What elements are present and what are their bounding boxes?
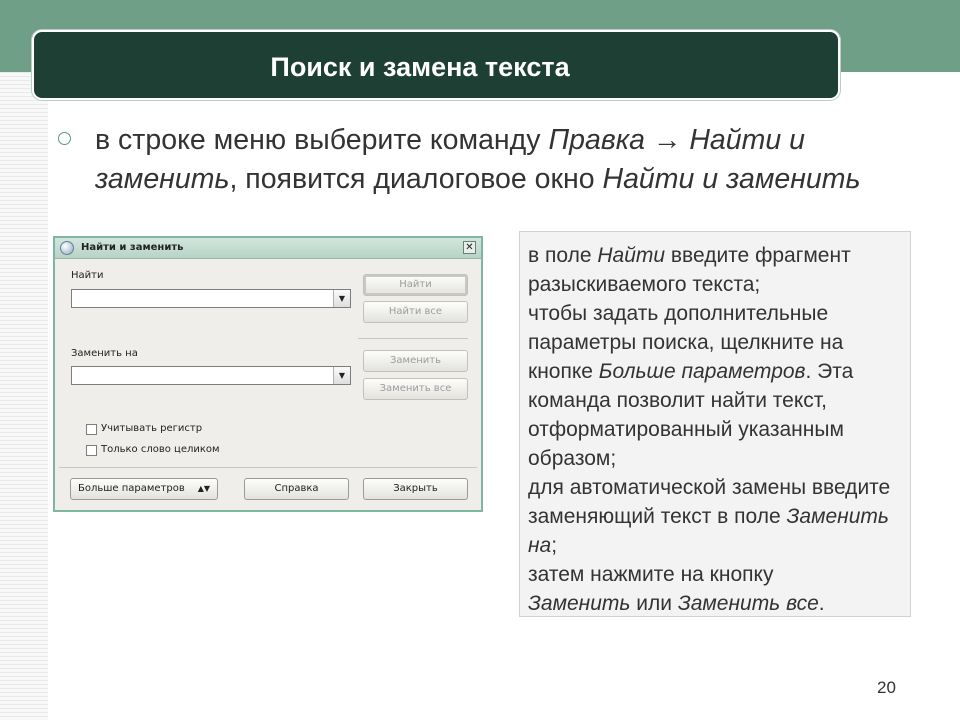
close-icon[interactable]: ✕ (463, 241, 476, 254)
app-icon (60, 241, 74, 255)
dialog-titlebar (55, 238, 481, 259)
bullet-dialog-name: Найти и заменить (602, 163, 861, 195)
dialog-title: Найти и заменить (81, 242, 184, 253)
info-text-part: . Эта команда позволит найти текст, отформатированный указанным образом; (528, 360, 854, 470)
match-case-label: Учитывать регистр (101, 423, 203, 434)
find-label: Найти (71, 270, 104, 281)
divider (358, 338, 468, 339)
replace-button[interactable]: Заменить (363, 350, 468, 372)
info-text-part: в поле (528, 244, 598, 267)
find-replace-dialog (53, 236, 483, 512)
chevron-down-icon[interactable]: ▼ (333, 290, 350, 307)
find-all-button[interactable]: Найти все (363, 301, 468, 323)
whole-word-label: Только слово целиком (101, 444, 220, 455)
match-case-checkbox[interactable] (86, 424, 97, 435)
replace-label: Заменить на (71, 348, 138, 359)
info-text-part: для автоматической замены введите заменяющий текст в поле (528, 476, 891, 528)
info-text-part: введите фрагмент разыскиваемого текста; (528, 244, 851, 296)
info-text-part: чтобы задать дополнительные параметры поиска, щелкните на кнопке (528, 302, 844, 383)
info-term: Найти (597, 244, 666, 267)
info-text (528, 241, 908, 618)
replace-combobox[interactable] (71, 366, 351, 385)
left-decoration (0, 72, 48, 720)
chevron-down-icon[interactable]: ▼ (333, 367, 350, 384)
info-term: Заменить на (528, 505, 889, 557)
find-button[interactable]: Найти (363, 274, 468, 296)
info-text-part: или (630, 592, 678, 615)
info-term: Заменить (528, 592, 631, 615)
bullet-text-part: , появится диалоговое окно (229, 163, 603, 195)
info-text-part: ; (551, 534, 558, 557)
info-term: Больше параметров (598, 360, 806, 383)
find-combobox[interactable] (71, 289, 351, 308)
replace-all-button[interactable]: Заменить все (363, 378, 468, 400)
bullet-text (95, 121, 915, 199)
info-text-part: . (818, 592, 825, 615)
bullet-text-part: в строке меню выберите команду (95, 124, 549, 156)
page-number: 20 (877, 678, 896, 697)
info-text-part: затем нажмите на кнопку (528, 563, 774, 586)
more-options-label: Больше параметров (78, 483, 185, 494)
info-term: Заменить все (677, 592, 819, 615)
whole-word-checkbox[interactable] (86, 445, 97, 456)
more-options-button[interactable] (70, 478, 218, 500)
slide-title: Поиск и замена текста (270, 52, 570, 82)
help-button[interactable]: Справка (244, 478, 349, 500)
divider (59, 467, 477, 468)
dialog-close-button[interactable]: Закрыть (363, 478, 468, 500)
bullet-command-path: Правка → Найти и заменить (95, 124, 805, 195)
expand-icon: ▲▼ (197, 484, 210, 493)
bullet-icon (58, 132, 71, 145)
